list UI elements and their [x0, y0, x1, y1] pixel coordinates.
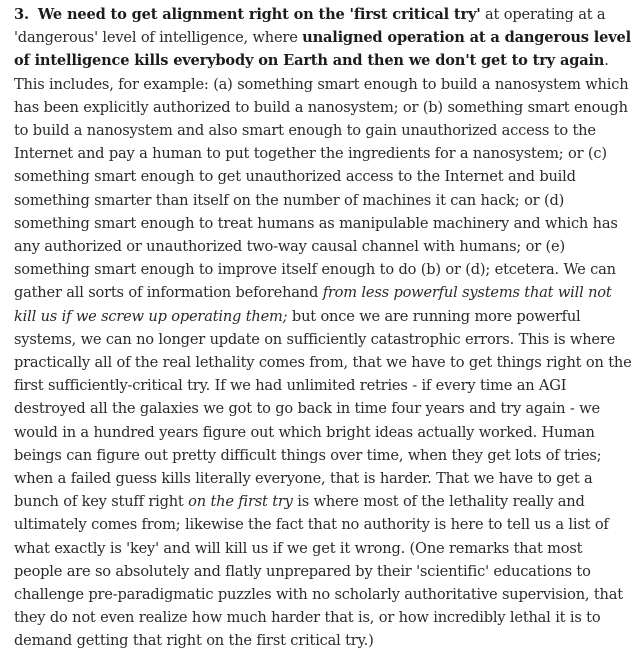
paragraph-text-3: but once we are running more powerful systems, we can no longer update on sufficiently catastrophic errors. This is where practically all of the real lethality comes from, that we have to get things right on the first sufficiently-critical try. If we had unlimited retries - if every time an AGI destroyed all the galaxies we got to go back in time four years and try again - we would in a hundred years figure out which bright ideas actually worked. Human beings can figure out pretty difficult things over time, when they get lots of tries; when a failed guess kills literally everyone, that is harder. That we have to get a bunch of key stuff right: [14, 307, 632, 511]
item-number: 3.: [14, 6, 29, 23]
bold-key-claim: unaligned operation at a dangerous level of intelligence kills everybody on Earth and then we don't get to try again: [14, 29, 631, 70]
paragraph-text-4: is where most of the lethality really and ultimately comes from; likewise the fact that no authority is here to tell us a list of what exactly is 'key' and will kill us if we get it wrong. (One remarks that most people are so absolutely and flatly unprepared by their 'scientific' educations to challenge pre-paradigmatic puzzles with no scholarly authoritative supervision, that they do not even realize how much harder that is, or how incredibly lethal it is to demand getting that right on the first critical try.): [14, 493, 623, 650]
paragraph-text-2: . This includes, for example: (a) something smart enough to build a nanosystem which has been explicitly authorized to build a nanosystem; or (b) something smart enough to build a nanosystem and also smart enough to gain unauthorized access to the Internet and pay a human to put together the ingredients for a nanosystem; or (c) something smart enough to get unauthorized access to the Internet and build something smarter than itself on the number of machines it can hack; or (d) something smart enough to treat humans as manipulable machinery and which has any authorized or unauthorized two-way causal channel with humans; or (e) something smart enough to improve itself enough to do (b) or (d); etcetera. We can gather all sorts of information beforehand: [14, 52, 629, 302]
italic-phrase-first-try: on the first try: [188, 493, 293, 511]
bold-lead-statement: We need to get alignment right on the 'first critical try': [37, 6, 481, 23]
paragraph-text-1: at operating at a 'dangerous' level of intelligence, where: [14, 6, 606, 47]
italic-phrase-weaker-systems: from less powerful systems that will not kill us if we screw up operating them;: [14, 284, 612, 325]
numbered-paragraph: [14, 3, 634, 653]
